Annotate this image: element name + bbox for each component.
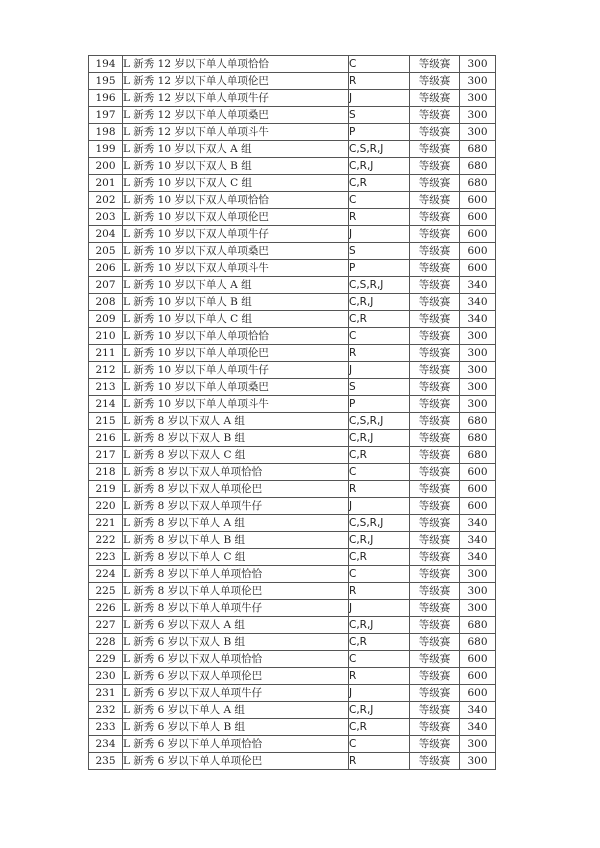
event-fee: 340 — [460, 549, 496, 566]
event-number: 204 — [89, 226, 123, 243]
event-name: L 新秀 6 岁以下单人 A 组 — [123, 702, 349, 719]
event-dances: C,R — [349, 634, 410, 651]
event-number: 201 — [89, 175, 123, 192]
event-level: 等级赛 — [410, 192, 460, 209]
event-level: 等级赛 — [410, 430, 460, 447]
table-row — [89, 566, 496, 583]
table-row — [89, 124, 496, 141]
event-number: 218 — [89, 464, 123, 481]
event-number: 228 — [89, 634, 123, 651]
event-number: 217 — [89, 447, 123, 464]
event-name: L 新秀 10 岁以下单人单项斗牛 — [123, 396, 349, 413]
event-dances: R — [349, 583, 410, 600]
event-fee: 680 — [460, 158, 496, 175]
event-number: 199 — [89, 141, 123, 158]
event-dances: C,R — [349, 549, 410, 566]
event-number: 224 — [89, 566, 123, 583]
event-level: 等级赛 — [410, 600, 460, 617]
event-fee: 340 — [460, 294, 496, 311]
event-fee: 680 — [460, 447, 496, 464]
table-row — [89, 396, 496, 413]
event-dances: R — [349, 668, 410, 685]
event-dances: C — [349, 192, 410, 209]
event-level: 等级赛 — [410, 175, 460, 192]
event-dances: J — [349, 90, 410, 107]
table-row — [89, 107, 496, 124]
event-name: L 新秀 10 岁以下双人单项伦巴 — [123, 209, 349, 226]
event-fee: 300 — [460, 753, 496, 770]
event-level: 等级赛 — [410, 158, 460, 175]
event-level: 等级赛 — [410, 617, 460, 634]
event-dances: C,S,R,J — [349, 141, 410, 158]
event-name: L 新秀 8 岁以下单人单项伦巴 — [123, 583, 349, 600]
event-name: L 新秀 10 岁以下双人 A 组 — [123, 141, 349, 158]
event-name: L 新秀 8 岁以下单人单项恰恰 — [123, 566, 349, 583]
event-level: 等级赛 — [410, 413, 460, 430]
event-dances: C — [349, 56, 410, 73]
event-number: 216 — [89, 430, 123, 447]
event-dances: C,R — [349, 175, 410, 192]
event-number: 197 — [89, 107, 123, 124]
event-name: L 新秀 8 岁以下单人单项牛仔 — [123, 600, 349, 617]
event-level: 等级赛 — [410, 396, 460, 413]
event-level: 等级赛 — [410, 651, 460, 668]
event-number: 203 — [89, 209, 123, 226]
event-fee: 300 — [460, 328, 496, 345]
event-level: 等级赛 — [410, 311, 460, 328]
event-level: 等级赛 — [410, 447, 460, 464]
event-fee: 340 — [460, 702, 496, 719]
table-row — [89, 600, 496, 617]
event-fee: 340 — [460, 311, 496, 328]
table-body — [89, 56, 496, 770]
table-row — [89, 532, 496, 549]
event-number: 213 — [89, 379, 123, 396]
event-fee: 300 — [460, 566, 496, 583]
table-row — [89, 243, 496, 260]
table-row — [89, 192, 496, 209]
table-row — [89, 651, 496, 668]
event-number: 208 — [89, 294, 123, 311]
event-dances: C,R,J — [349, 158, 410, 175]
table-row — [89, 90, 496, 107]
table-row — [89, 634, 496, 651]
event-level: 等级赛 — [410, 73, 460, 90]
event-level: 等级赛 — [410, 141, 460, 158]
table-row — [89, 702, 496, 719]
event-number: 211 — [89, 345, 123, 362]
event-number: 221 — [89, 515, 123, 532]
event-fee: 600 — [460, 498, 496, 515]
event-fee: 600 — [460, 464, 496, 481]
table-row — [89, 226, 496, 243]
event-dances: C — [349, 566, 410, 583]
event-dances: J — [349, 685, 410, 702]
event-number: 226 — [89, 600, 123, 617]
event-name: L 新秀 8 岁以下单人 C 组 — [123, 549, 349, 566]
event-name: L 新秀 8 岁以下双人单项恰恰 — [123, 464, 349, 481]
event-level: 等级赛 — [410, 345, 460, 362]
event-level: 等级赛 — [410, 668, 460, 685]
event-number: 230 — [89, 668, 123, 685]
event-fee: 600 — [460, 209, 496, 226]
event-dances: P — [349, 260, 410, 277]
event-level: 等级赛 — [410, 634, 460, 651]
event-name: L 新秀 6 岁以下双人 A 组 — [123, 617, 349, 634]
event-dances: C,S,R,J — [349, 277, 410, 294]
event-level: 等级赛 — [410, 328, 460, 345]
event-name: L 新秀 10 岁以下双人 C 组 — [123, 175, 349, 192]
event-level: 等级赛 — [410, 719, 460, 736]
event-dances: C,R,J — [349, 532, 410, 549]
event-dances: C,R,J — [349, 702, 410, 719]
event-number: 198 — [89, 124, 123, 141]
event-fee: 680 — [460, 175, 496, 192]
event-name: L 新秀 8 岁以下单人 A 组 — [123, 515, 349, 532]
event-level: 等级赛 — [410, 498, 460, 515]
event-fee: 600 — [460, 651, 496, 668]
event-name: L 新秀 10 岁以下单人单项桑巴 — [123, 379, 349, 396]
table-row — [89, 668, 496, 685]
event-level: 等级赛 — [410, 379, 460, 396]
event-level: 等级赛 — [410, 532, 460, 549]
event-level: 等级赛 — [410, 515, 460, 532]
table-row — [89, 617, 496, 634]
event-dances: C,R,J — [349, 294, 410, 311]
event-number: 231 — [89, 685, 123, 702]
event-level: 等级赛 — [410, 736, 460, 753]
event-fee: 300 — [460, 345, 496, 362]
event-fee: 300 — [460, 56, 496, 73]
event-number: 202 — [89, 192, 123, 209]
table-row — [89, 362, 496, 379]
event-fee: 680 — [460, 430, 496, 447]
event-name: L 新秀 10 岁以下单人单项恰恰 — [123, 328, 349, 345]
event-fee: 300 — [460, 362, 496, 379]
event-dances: C,R — [349, 447, 410, 464]
event-fee: 340 — [460, 532, 496, 549]
event-level: 等级赛 — [410, 566, 460, 583]
event-fee: 680 — [460, 141, 496, 158]
event-dances: J — [349, 226, 410, 243]
event-fee: 600 — [460, 481, 496, 498]
event-name: L 新秀 12 岁以下单人单项恰恰 — [123, 56, 349, 73]
event-dances: J — [349, 362, 410, 379]
event-name: L 新秀 10 岁以下双人单项恰恰 — [123, 192, 349, 209]
event-number: 220 — [89, 498, 123, 515]
event-fee: 600 — [460, 260, 496, 277]
event-level: 等级赛 — [410, 294, 460, 311]
table-row — [89, 464, 496, 481]
event-fee: 300 — [460, 73, 496, 90]
event-dances: R — [349, 753, 410, 770]
event-fee: 300 — [460, 107, 496, 124]
event-fee: 340 — [460, 277, 496, 294]
table-row — [89, 430, 496, 447]
event-level: 等级赛 — [410, 226, 460, 243]
event-number: 223 — [89, 549, 123, 566]
event-dances: R — [349, 209, 410, 226]
event-fee: 300 — [460, 736, 496, 753]
event-fee: 600 — [460, 226, 496, 243]
event-level: 等级赛 — [410, 277, 460, 294]
event-fee: 300 — [460, 396, 496, 413]
event-name: L 新秀 10 岁以下单人 C 组 — [123, 311, 349, 328]
event-dances: R — [349, 481, 410, 498]
event-level: 等级赛 — [410, 243, 460, 260]
event-fee: 340 — [460, 719, 496, 736]
event-name: L 新秀 12 岁以下单人单项伦巴 — [123, 73, 349, 90]
event-dances: C,R — [349, 719, 410, 736]
event-dances: S — [349, 243, 410, 260]
event-number: 194 — [89, 56, 123, 73]
table-row — [89, 141, 496, 158]
event-number: 233 — [89, 719, 123, 736]
event-dances: R — [349, 73, 410, 90]
event-dances: C,S,R,J — [349, 413, 410, 430]
event-number: 235 — [89, 753, 123, 770]
event-dances: C — [349, 464, 410, 481]
event-name: L 新秀 10 岁以下单人 A 组 — [123, 277, 349, 294]
event-fee: 340 — [460, 515, 496, 532]
event-name: L 新秀 8 岁以下双人 B 组 — [123, 430, 349, 447]
event-dances: C,R,J — [349, 430, 410, 447]
table-row — [89, 498, 496, 515]
table-row — [89, 719, 496, 736]
event-number: 206 — [89, 260, 123, 277]
event-fee: 300 — [460, 583, 496, 600]
event-number: 196 — [89, 90, 123, 107]
event-level: 等级赛 — [410, 685, 460, 702]
event-dances: C — [349, 736, 410, 753]
event-fee: 680 — [460, 413, 496, 430]
event-name: L 新秀 10 岁以下单人单项伦巴 — [123, 345, 349, 362]
event-name: L 新秀 6 岁以下双人单项伦巴 — [123, 668, 349, 685]
table-row — [89, 413, 496, 430]
event-fee: 300 — [460, 379, 496, 396]
event-dances: P — [349, 396, 410, 413]
event-name: L 新秀 6 岁以下单人单项伦巴 — [123, 753, 349, 770]
event-level: 等级赛 — [410, 56, 460, 73]
table-row — [89, 73, 496, 90]
event-fee: 300 — [460, 600, 496, 617]
event-number: 225 — [89, 583, 123, 600]
table-row — [89, 209, 496, 226]
table-row — [89, 175, 496, 192]
table-row — [89, 260, 496, 277]
event-number: 214 — [89, 396, 123, 413]
event-name: L 新秀 10 岁以下双人 B 组 — [123, 158, 349, 175]
event-number: 222 — [89, 532, 123, 549]
table-row — [89, 328, 496, 345]
event-level: 等级赛 — [410, 549, 460, 566]
event-name: L 新秀 10 岁以下单人单项牛仔 — [123, 362, 349, 379]
event-number: 215 — [89, 413, 123, 430]
table-row — [89, 685, 496, 702]
event-dances: P — [349, 124, 410, 141]
event-name: L 新秀 10 岁以下双人单项牛仔 — [123, 226, 349, 243]
table-row — [89, 753, 496, 770]
event-level: 等级赛 — [410, 362, 460, 379]
event-fee: 300 — [460, 124, 496, 141]
event-level: 等级赛 — [410, 481, 460, 498]
event-dances: J — [349, 498, 410, 515]
event-name: L 新秀 8 岁以下双人单项伦巴 — [123, 481, 349, 498]
table-row — [89, 294, 496, 311]
event-level: 等级赛 — [410, 107, 460, 124]
event-level: 等级赛 — [410, 90, 460, 107]
event-number: 209 — [89, 311, 123, 328]
event-level: 等级赛 — [410, 260, 460, 277]
event-number: 212 — [89, 362, 123, 379]
event-name: L 新秀 6 岁以下单人 B 组 — [123, 719, 349, 736]
event-fee: 600 — [460, 685, 496, 702]
table-row — [89, 311, 496, 328]
event-dances: C,R — [349, 311, 410, 328]
event-name: L 新秀 6 岁以下单人单项恰恰 — [123, 736, 349, 753]
event-fee-table — [88, 55, 496, 770]
event-fee: 600 — [460, 192, 496, 209]
event-dances: S — [349, 379, 410, 396]
event-number: 227 — [89, 617, 123, 634]
event-number: 234 — [89, 736, 123, 753]
event-level: 等级赛 — [410, 209, 460, 226]
event-level: 等级赛 — [410, 583, 460, 600]
event-name: L 新秀 12 岁以下单人单项牛仔 — [123, 90, 349, 107]
event-level: 等级赛 — [410, 464, 460, 481]
table-row — [89, 379, 496, 396]
event-level: 等级赛 — [410, 753, 460, 770]
event-dances: R — [349, 345, 410, 362]
table-row — [89, 447, 496, 464]
event-name: L 新秀 8 岁以下双人 A 组 — [123, 413, 349, 430]
event-name: L 新秀 8 岁以下双人单项牛仔 — [123, 498, 349, 515]
event-number: 205 — [89, 243, 123, 260]
event-level: 等级赛 — [410, 702, 460, 719]
event-name: L 新秀 6 岁以下双人单项恰恰 — [123, 651, 349, 668]
event-fee: 600 — [460, 243, 496, 260]
event-number: 200 — [89, 158, 123, 175]
table-row — [89, 583, 496, 600]
event-fee: 300 — [460, 90, 496, 107]
table-row — [89, 158, 496, 175]
event-name: L 新秀 10 岁以下双人单项桑巴 — [123, 243, 349, 260]
table-row — [89, 277, 496, 294]
event-dances: S — [349, 107, 410, 124]
event-name: L 新秀 6 岁以下双人 B 组 — [123, 634, 349, 651]
event-name: L 新秀 12 岁以下单人单项斗牛 — [123, 124, 349, 141]
event-fee: 680 — [460, 634, 496, 651]
event-number: 210 — [89, 328, 123, 345]
event-level: 等级赛 — [410, 124, 460, 141]
table-row — [89, 549, 496, 566]
event-dances: J — [349, 600, 410, 617]
event-dances: C — [349, 328, 410, 345]
event-name: L 新秀 10 岁以下单人 B 组 — [123, 294, 349, 311]
event-name: L 新秀 6 岁以下双人单项牛仔 — [123, 685, 349, 702]
event-name: L 新秀 8 岁以下单人 B 组 — [123, 532, 349, 549]
event-name: L 新秀 10 岁以下双人单项斗牛 — [123, 260, 349, 277]
event-number: 195 — [89, 73, 123, 90]
event-dances: C,S,R,J — [349, 515, 410, 532]
event-number: 232 — [89, 702, 123, 719]
event-name: L 新秀 8 岁以下双人 C 组 — [123, 447, 349, 464]
table-row — [89, 345, 496, 362]
event-fee: 600 — [460, 668, 496, 685]
event-number: 229 — [89, 651, 123, 668]
event-dances: C,R,J — [349, 617, 410, 634]
table-row — [89, 56, 496, 73]
table-row — [89, 481, 496, 498]
table-row — [89, 515, 496, 532]
event-name: L 新秀 12 岁以下单人单项桑巴 — [123, 107, 349, 124]
event-number: 207 — [89, 277, 123, 294]
event-fee: 680 — [460, 617, 496, 634]
event-number: 219 — [89, 481, 123, 498]
table-row — [89, 736, 496, 753]
event-dances: C — [349, 651, 410, 668]
